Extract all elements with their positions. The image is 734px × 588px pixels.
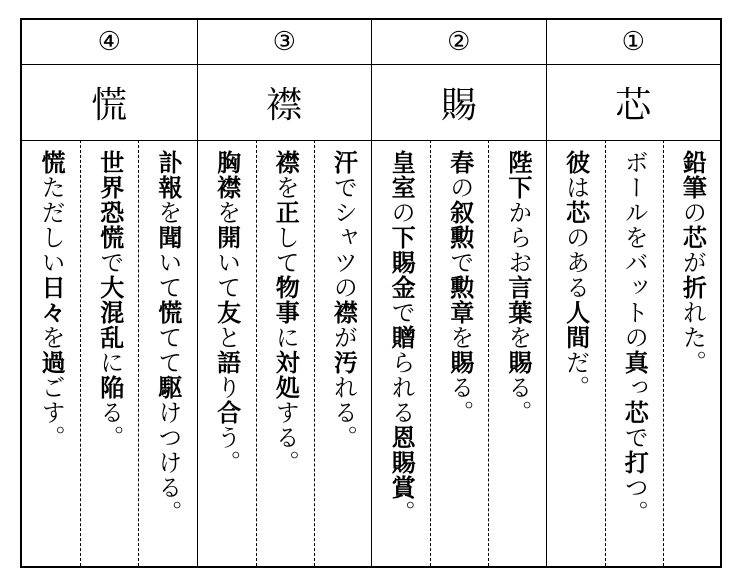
example-sentence [329, 150, 359, 450]
kanji-segment: 恩賜賞 [387, 425, 417, 500]
kanji-segment: 人間 [561, 300, 591, 350]
kana-segment: を [271, 175, 300, 200]
kanji-segment: 勲章 [445, 275, 475, 325]
kanji-segment: 正 [271, 200, 301, 225]
kanji-segment: 物事 [271, 275, 301, 325]
kana-segment: る。 [95, 400, 124, 450]
example-sentences [198, 140, 372, 566]
kana-segment: の [387, 200, 416, 225]
column-number: ④ [22, 20, 197, 65]
target-kanji: 慌 [22, 64, 197, 141]
column-2 [197, 20, 372, 566]
kanji-segment: 賜 [503, 350, 533, 375]
kana-segment: だ。 [561, 350, 590, 400]
kana-segment: り [212, 375, 241, 400]
kanji-segment: 慌 [153, 300, 183, 325]
sentence-cell [22, 140, 80, 566]
example-sentence [445, 150, 475, 425]
kanji-segment: 襟 [329, 300, 359, 325]
kana-segment: が [329, 325, 358, 350]
kanji-segment: 皇室 [387, 150, 417, 200]
kanji-segment: 陥 [95, 375, 125, 400]
kanji-segment: 訃報 [153, 150, 183, 200]
sentence-cell [256, 140, 314, 566]
kana-segment: の [678, 200, 707, 225]
sentence-cell [430, 140, 488, 566]
kanji-segment: 汚 [329, 350, 359, 375]
kana-segment: のある [561, 225, 590, 300]
sentence-cell [138, 140, 196, 566]
kanji-segment: 世界恐慌 [95, 150, 125, 250]
example-sentence [503, 150, 533, 425]
kanji-segment: 折 [678, 275, 708, 300]
kanji-segment: 過 [37, 350, 67, 375]
sentence-cell [488, 140, 546, 566]
kana-segment: つ。 [620, 475, 649, 525]
kana-segment: で [387, 300, 416, 325]
kanji-segment: 慌 [37, 150, 67, 175]
kanji-segment: 胸襟 [212, 150, 242, 200]
column-number: ② [372, 20, 546, 65]
kana-segment: ただしい [37, 175, 66, 275]
kana-segment: が [678, 250, 707, 275]
kanji-segment: 聞 [153, 225, 183, 250]
kana-segment: で [445, 250, 474, 275]
kanji-segment: 打 [620, 450, 650, 475]
kana-segment: お [503, 250, 532, 275]
kana-segment: ごす。 [37, 375, 66, 450]
example-sentence [561, 150, 591, 400]
kana-segment: の [445, 175, 474, 200]
kana-segment: れた。 [678, 300, 707, 375]
kana-segment: いて [212, 250, 241, 300]
target-kanji: 賜 [372, 64, 546, 141]
kanji-segment: 芯 [561, 200, 591, 225]
column-4 [546, 20, 721, 566]
sentence-cell [547, 140, 605, 566]
kana-segment: てて [153, 325, 182, 375]
kana-segment: っ [620, 375, 649, 400]
kana-segment: に [271, 325, 300, 350]
kanji-segment: 語 [212, 350, 242, 375]
kanji-segment: 下賜金 [387, 225, 417, 300]
target-kanji: 芯 [547, 64, 721, 141]
kanji-segment: 芯 [678, 225, 708, 250]
kana-segment: 。 [387, 500, 416, 525]
kana-segment: られる [387, 350, 416, 425]
kanji-segment: 友 [212, 300, 242, 325]
kana-segment: でシャツの [329, 175, 358, 300]
kana-segment: いて [153, 250, 182, 300]
example-sentence [95, 150, 125, 450]
kanji-segment: 言葉 [503, 275, 533, 325]
kana-segment: る。 [445, 375, 474, 425]
example-sentences [547, 140, 721, 566]
kanji-segment: 贈 [387, 325, 417, 350]
kana-segment: を [153, 200, 182, 225]
kanji-segment: 開 [212, 225, 242, 250]
kanji-segment: 日々 [37, 275, 67, 325]
column-1 [22, 20, 197, 566]
kanji-segment: 駆 [153, 375, 183, 400]
example-sentence [678, 150, 708, 375]
example-sentence [387, 150, 417, 525]
example-sentence [212, 150, 242, 475]
example-sentence [37, 150, 67, 450]
example-sentences [372, 140, 546, 566]
sentence-cell [198, 140, 256, 566]
kana-segment: で [95, 250, 124, 275]
column-number: ③ [198, 20, 372, 65]
example-sentences [22, 140, 197, 566]
kana-segment: から [503, 200, 532, 250]
example-sentence [620, 150, 650, 525]
kana-segment: を [445, 325, 474, 350]
sentence-cell [372, 140, 430, 566]
sentence-cell [663, 140, 721, 566]
kanji-segment: 陛下 [503, 150, 533, 200]
kana-segment: して [271, 225, 300, 275]
kana-segment: で [620, 425, 649, 450]
kanji-segment: 春 [445, 150, 475, 175]
kana-segment: する。 [271, 400, 300, 475]
kanji-practice-table [20, 18, 722, 568]
kanji-segment: 対処 [271, 350, 301, 400]
kana-segment: を [212, 200, 241, 225]
kana-segment: る。 [503, 375, 532, 425]
kanji-segment: 賜 [445, 350, 475, 375]
example-sentence [271, 150, 301, 475]
kanji-segment: 彼 [561, 150, 591, 175]
kana-segment: う。 [212, 425, 241, 475]
kana-segment: れる。 [329, 375, 358, 450]
kana-segment: に [95, 350, 124, 375]
kana-segment: は [561, 175, 590, 200]
kanji-segment: 汗 [329, 150, 359, 175]
kanji-segment: 大混乱 [95, 275, 125, 350]
kanji-segment: 叙勲 [445, 200, 475, 250]
sentence-cell [314, 140, 372, 566]
column-number: ① [547, 20, 721, 65]
kana-segment: ボールをバットの [620, 150, 649, 350]
kanji-segment: 真 [620, 350, 650, 375]
kanji-segment: 合 [212, 400, 242, 425]
kanji-segment: 芯 [620, 400, 650, 425]
sentence-cell [80, 140, 138, 566]
kana-segment: けつける。 [153, 400, 182, 525]
column-3 [371, 20, 546, 566]
kana-segment: と [212, 325, 241, 350]
example-sentence [153, 150, 183, 525]
kana-segment: を [37, 325, 66, 350]
sentence-cell [605, 140, 663, 566]
kana-segment: を [503, 325, 532, 350]
kanji-segment: 襟 [271, 150, 301, 175]
target-kanji: 襟 [198, 64, 372, 141]
kanji-segment: 鉛筆 [678, 150, 708, 200]
